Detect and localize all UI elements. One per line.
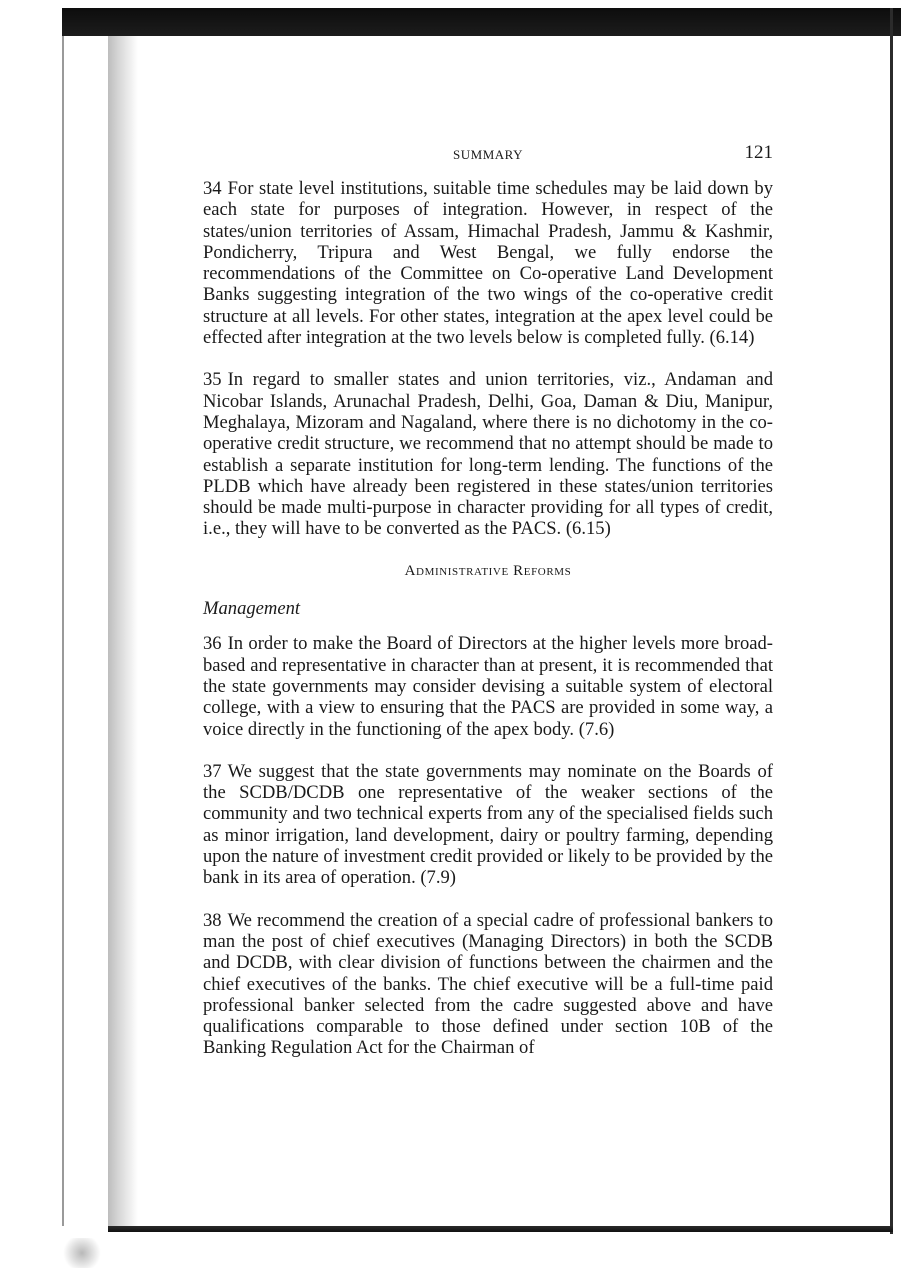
paragraph-35	[203, 369, 773, 539]
scan-bottom-border	[108, 1226, 893, 1232]
paragraph-number: 38	[203, 909, 222, 931]
running-title: SUMMARY	[453, 147, 523, 162]
paragraph-text: For state level institutions, suitable time schedules may be laid down by each state for purposes of integration. However, in respect of the states/union territories of Assam, Himachal Pradesh, Jammu & Kashmir, Pondicherry, Tripura and West Bengal, we fully endorse the recommendations of the Committee on Co-operative Land Development Banks suggesting integration of the two wings of the co-operative credit structure at all levels. For other states, integration at the apex level could be effected after integration at the two levels below is completed fully. (6.14)	[203, 178, 773, 349]
paragraph-37	[203, 761, 773, 889]
paragraph-number: 34	[203, 178, 222, 199]
page-number: 121	[744, 142, 773, 163]
paragraph-text: We recommend the creation of a special cadre of professional bankers to man the post of chief executives (Managing Directors) in both the SCDB and DCDB, with clear division of functions between the chairmen and the chief executives of the banks. The chief executive will be a full-time paid professional banker selected from the cadre suggested above and have qualifications comparable to those defined under section 10B of the Banking Regulation Act for the Chairman of	[203, 909, 773, 1059]
paragraph-number: 35	[203, 369, 222, 391]
paragraph-38	[203, 910, 773, 1059]
document-page	[203, 140, 773, 1080]
paragraph-text: We suggest that the state governments may nominate on the Boards of the SCDB/DCDB one representative of the weaker sections of the community and two technical experts from any of the specialised fields such as minor irrigation, land development, dairy or poultry farming, depending upon the nature of investment credit provided or likely to be provided by the bank in its area of operation. (7.9)	[203, 760, 773, 889]
section-heading: Administrative Reforms	[404, 562, 572, 579]
paragraph-34	[203, 178, 773, 348]
paragraph-number: 36	[203, 633, 222, 655]
scan-left-edge	[62, 36, 64, 1226]
scan-binding-shadow	[108, 36, 138, 1226]
scan-right-edge	[890, 8, 893, 1234]
running-head	[203, 140, 773, 170]
paragraph-text: In regard to smaller states and union territories, viz., Andaman and Nicobar Islands, Arunachal Pradesh, Delhi, Goa, Daman & Diu, Manipur, Meghalaya, Mizoram and Nagaland, where there is no dichotomy in the co-operative credit structure, we recommend that no attempt should be made to establish a separate institution for long-term lending. The functions of the PLDB which have already been registered in these states/union territories should be made multi-purpose in character providing for all types of credit, i.e., they will have to be converted as the PACS. (6.15)	[203, 369, 773, 540]
paragraph-number: 37	[203, 760, 222, 782]
sub-heading: Management	[203, 598, 301, 620]
paragraph-text: In order to make the Board of Directors at the higher levels more broad-based and representative in character than at present, it is recommended that the state governments may consider devising a suitable system of electoral college, with a view to ensuring that the PACS are provided in some way, a voice directly in the functioning of the apex body. (7.6)	[203, 633, 773, 740]
scan-top-border	[62, 8, 901, 36]
paragraph-36	[203, 633, 773, 739]
scan-smudge	[62, 1238, 102, 1268]
